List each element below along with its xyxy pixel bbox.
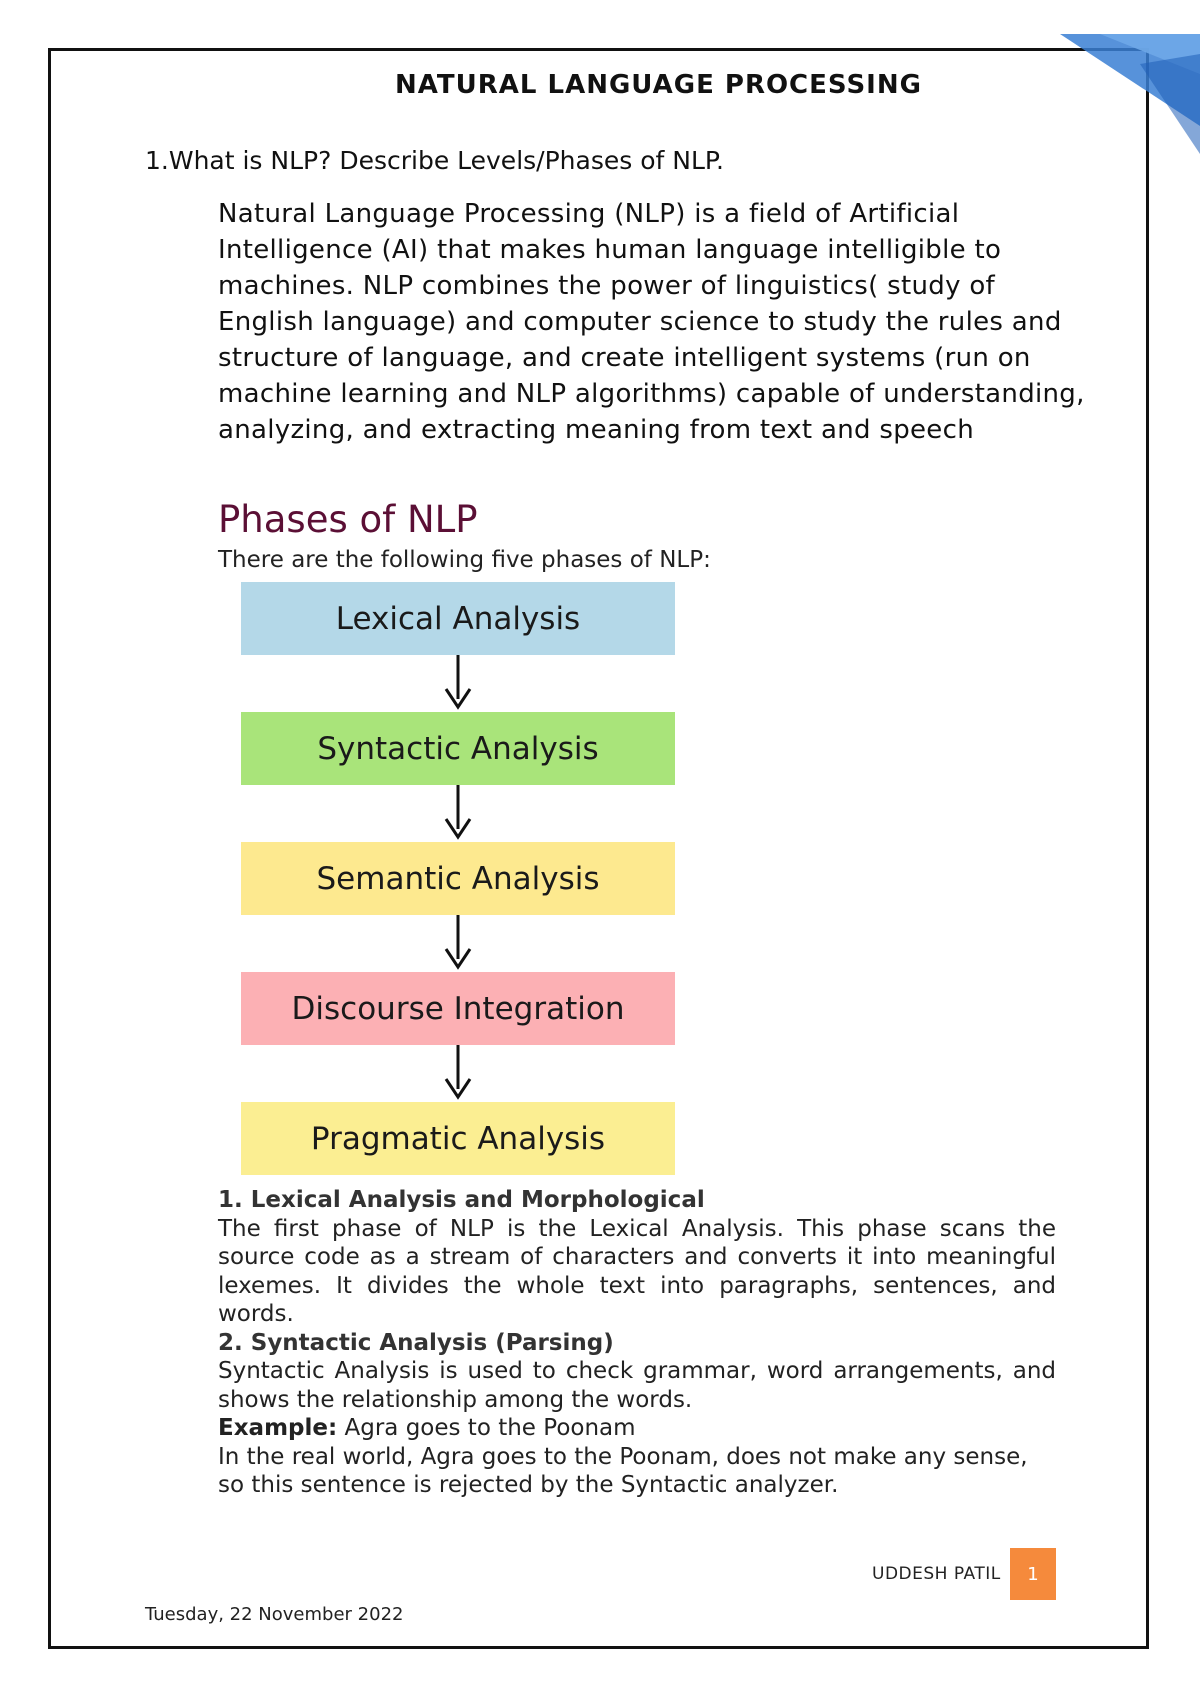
down-arrow-icon [241,915,675,972]
footer-date: Tuesday, 22 November 2022 [145,1604,404,1625]
page-number-badge: 1 [1010,1548,1056,1600]
lexical-description: The first phase of NLP is the Lexical Analysis. This phase scans the source code as a stream of characters and converts it into meaningful lexemes. It divides the whole text into paragraphs, sentences, and words. [218,1215,1056,1327]
syntactic-description: Syntactic Analysis is used to check grammar, word arrangements, and shows the relationship among the words. [218,1358,1056,1413]
down-arrow-icon [241,785,675,842]
phase-box-discourse: Discourse Integration [241,972,675,1045]
phase-box-syntactic: Syntactic Analysis [241,712,675,785]
phase-box-lexical: Lexical Analysis [241,582,675,655]
down-arrow-icon [241,655,675,712]
phase-box-pragmatic: Pragmatic Analysis [241,1102,675,1175]
phase-details [218,1186,1056,1500]
example-line [218,1414,1056,1443]
question-heading: 1.What is NLP? Describe Levels/Phases of NLP. [145,146,725,175]
example-label: Example: [218,1415,338,1441]
syntactic-subheading: 2. Syntactic Analysis (Parsing) [218,1329,614,1356]
down-arrow-icon [241,1045,675,1102]
document-title: NATURAL LANGUAGE PROCESSING [395,70,922,100]
example-text: Agra goes to the Poonam [337,1415,636,1441]
footer-author: UDDESH PATIL [872,1564,1001,1584]
closing-paragraph: In the real world, Agra goes to the Poonam, does not make any sense, so this sentence is rejected by the Syntactic analyzer. [218,1443,1028,1498]
phases-flowchart [241,582,675,1175]
lexical-subheading: 1. Lexical Analysis and Morphological [218,1187,705,1213]
intro-paragraph: Natural Language Processing (NLP) is a field of Artificial Intelligence (AI) that makes human language intelligible to machines. NLP combines the power of linguistics( study of English language) and computer science to study the rules and structure of language, and create intelligent systems (run on machine learning and NLP algorithms) capable of understanding, analyzing, and extracting meaning from text and speech [218,199,1085,445]
phase-box-semantic: Semantic Analysis [241,842,675,915]
phases-heading: Phases of NLP [218,498,478,541]
phases-lead-text: There are the following five phases of NLP: [218,547,711,573]
